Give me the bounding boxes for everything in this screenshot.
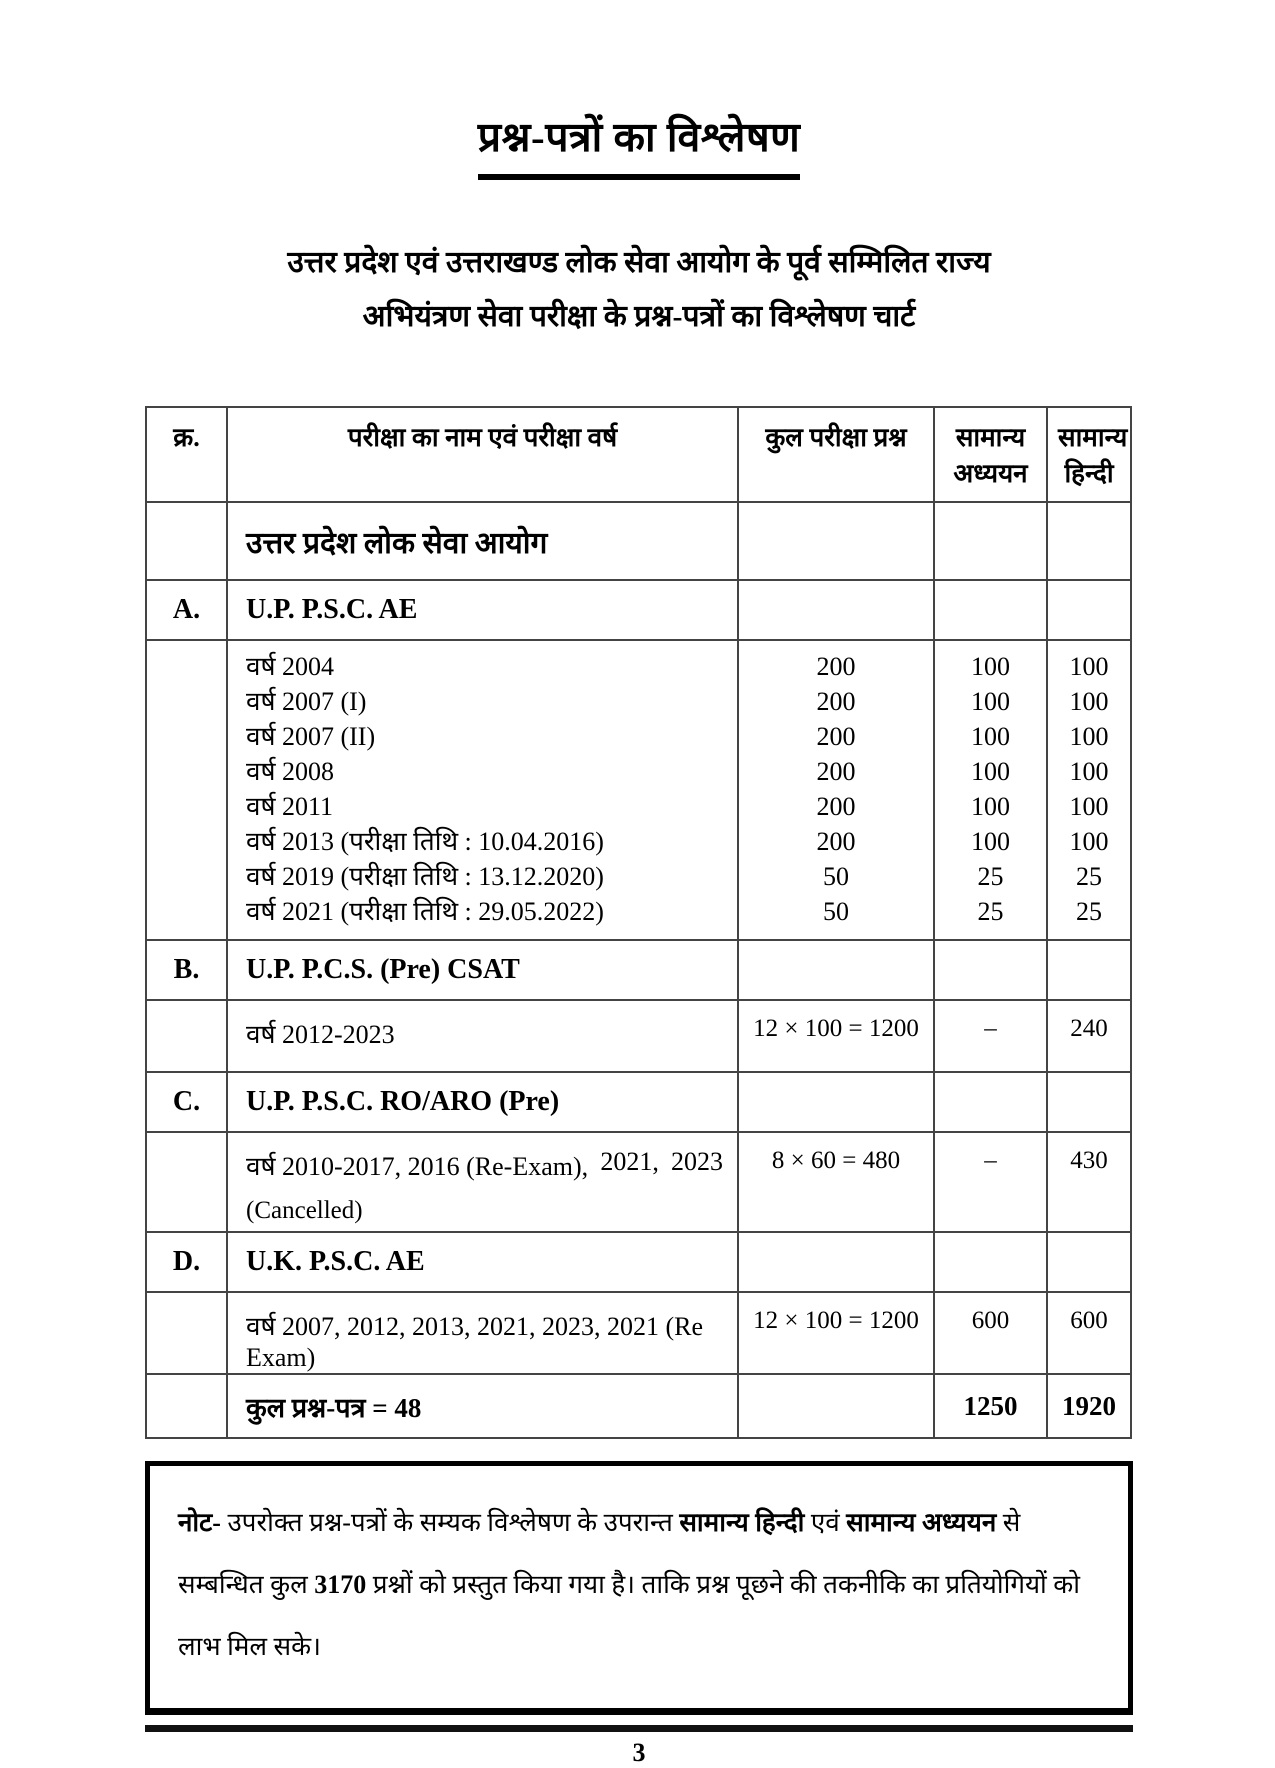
total-questions-value: 200 [816, 757, 856, 786]
total-questions-value: 200 [816, 827, 856, 856]
hindi-value: 25 [1076, 862, 1102, 891]
gs-value: – [934, 1000, 1047, 1072]
row-c-serial: C. [146, 1072, 227, 1132]
col-header-serial: क्र. [146, 407, 227, 502]
hindi-value: 100 [1069, 757, 1109, 786]
row-c-exam-name: U.P. P.S.C. RO/ARO (Pre) [227, 1072, 738, 1132]
analysis-table [145, 406, 1132, 1439]
exam-year-label: वर्ष 2012-2023 [227, 1000, 738, 1072]
page-title: प्रश्न-पत्रों का विश्लेषण [478, 108, 801, 180]
page-number: 3 [632, 1738, 646, 1767]
row-d-year [146, 1292, 1131, 1374]
hindi-value: 100 [1069, 827, 1109, 856]
table-row-c [146, 1072, 1131, 1132]
table-row-a [146, 580, 1131, 640]
year-labels-cell [227, 640, 738, 940]
row-a-exam-name: U.P. P.S.C. AE [227, 580, 738, 640]
gs-value: 100 [971, 827, 1010, 856]
hindi-total-value: 1920 [1047, 1374, 1131, 1438]
document-content [145, 0, 1133, 1768]
hindi-value: 100 [1069, 687, 1109, 716]
subtitle-line-2: अभियंत्रण सेवा परीक्षा के प्रश्न-पत्रों का विश्लेषण चार्ट [362, 300, 916, 333]
col-header-exam-name: परीक्षा का नाम एवं परीक्षा वर्ष [227, 407, 738, 502]
table-row-d [146, 1232, 1131, 1292]
row-b-exam-name: U.P. P.C.S. (Pre) CSAT [227, 940, 738, 1000]
total-questions-value: 50 [823, 897, 849, 926]
row-b-year [146, 1000, 1131, 1072]
row-d-exam-name: U.K. P.S.C. AE [227, 1232, 738, 1292]
gs-value: 600 [934, 1292, 1047, 1374]
footer-divider [145, 1725, 1133, 1732]
exam-year-label: वर्ष 2010-2017, 2016 (Re-Exam), 2021, 2023 (Cancelled) [227, 1132, 738, 1232]
row-a-serial: A. [146, 580, 227, 640]
exam-year-label: वर्ष 2021 (परीक्षा तिथि : 29.05.2022) [246, 897, 604, 926]
gs-total-value: 1250 [934, 1374, 1047, 1438]
exam-year-label: वर्ष 2019 (परीक्षा तिथि : 13.12.2020) [246, 862, 604, 891]
total-questions-value: 12 × 100 = 1200 [738, 1000, 934, 1072]
exam-year-label: वर्ष 2008 [246, 757, 334, 786]
exam-year-label: वर्ष 2007, 2012, 2013, 2021, 2023, 2021 (Re Exam) [227, 1292, 738, 1374]
total-papers-label: कुल प्रश्न-पत्र = 48 [227, 1374, 738, 1438]
hindi-value: 25 [1076, 897, 1102, 926]
table-total-row [146, 1374, 1131, 1438]
section-title: उत्तर प्रदेश लोक सेवा आयोग [227, 502, 738, 580]
title-wrap [145, 0, 1133, 180]
table-row-b [146, 940, 1131, 1000]
total-questions-value: 12 × 100 = 1200 [738, 1292, 934, 1374]
hindi-value: 600 [1047, 1292, 1131, 1374]
note-box [145, 1461, 1133, 1713]
hindi-value: 430 [1047, 1132, 1131, 1232]
gs-value: 100 [971, 687, 1010, 716]
total-questions-value: 200 [816, 687, 856, 716]
row-d-serial: D. [146, 1232, 227, 1292]
general-studies-cell [934, 640, 1047, 940]
table-header-row [146, 407, 1131, 502]
hindi-value: 100 [1069, 792, 1109, 821]
exam-year-label: वर्ष 2004 [246, 652, 334, 681]
subtitle-line-1: उत्तर प्रदेश एवं उत्तराखण्ड लोक सेवा आयोग के पूर्व सम्मिलित राज्य [287, 246, 991, 279]
row-a-years-block [146, 640, 1131, 940]
total-questions-value: 200 [816, 722, 856, 751]
gs-value: 25 [977, 897, 1004, 926]
general-hindi-cell [1047, 640, 1131, 940]
hindi-value: 100 [1069, 722, 1109, 751]
row-b-serial: B. [146, 940, 227, 1000]
col-header-total-questions: कुल परीक्षा प्रश्न [738, 407, 934, 502]
note-text-line-1: नोट- उपरोक्त प्रश्न-पत्रों के सम्यक विश्लेषण के उपरान्त सामान्य हिन्दी एवं सामान्य अध्ययन से सम्बन्धित कुल 3170 प्रश्नों को प्रस्तुत किया गया है। ताकि प्रश्न पूछने की तकनीकि का प्रतियोगियों को लाभ मिल सके। [178, 1508, 1080, 1661]
exam-year-label: वर्ष 2007 (II) [246, 722, 376, 751]
exam-year-label: वर्ष 2007 (I) [246, 687, 367, 716]
gs-value: – [934, 1132, 1047, 1232]
gs-value: 25 [977, 862, 1004, 891]
col-header-general-hindi: सामान्य हिन्दी [1047, 407, 1131, 502]
gs-value: 100 [971, 757, 1010, 786]
total-questions-value: 8 × 60 = 480 [738, 1132, 934, 1232]
row-c-year [146, 1132, 1131, 1232]
exam-year-label: वर्ष 2011 [246, 792, 334, 821]
total-questions-value: 200 [816, 652, 856, 681]
hindi-value: 240 [1047, 1000, 1131, 1072]
total-questions-cell [738, 640, 934, 940]
gs-value: 100 [971, 792, 1010, 821]
exam-year-label: वर्ष 2013 (परीक्षा तिथि : 10.04.2016) [246, 827, 604, 856]
page-subtitle [145, 236, 1133, 344]
gs-value: 100 [971, 722, 1010, 751]
total-questions-value: 200 [816, 792, 856, 821]
section-row-uppsc [146, 502, 1131, 580]
hindi-value: 100 [1069, 652, 1109, 681]
col-header-general-studies: सामान्य अध्ययन [934, 407, 1047, 502]
total-questions-value: 50 [823, 862, 849, 891]
gs-value: 100 [971, 652, 1010, 681]
